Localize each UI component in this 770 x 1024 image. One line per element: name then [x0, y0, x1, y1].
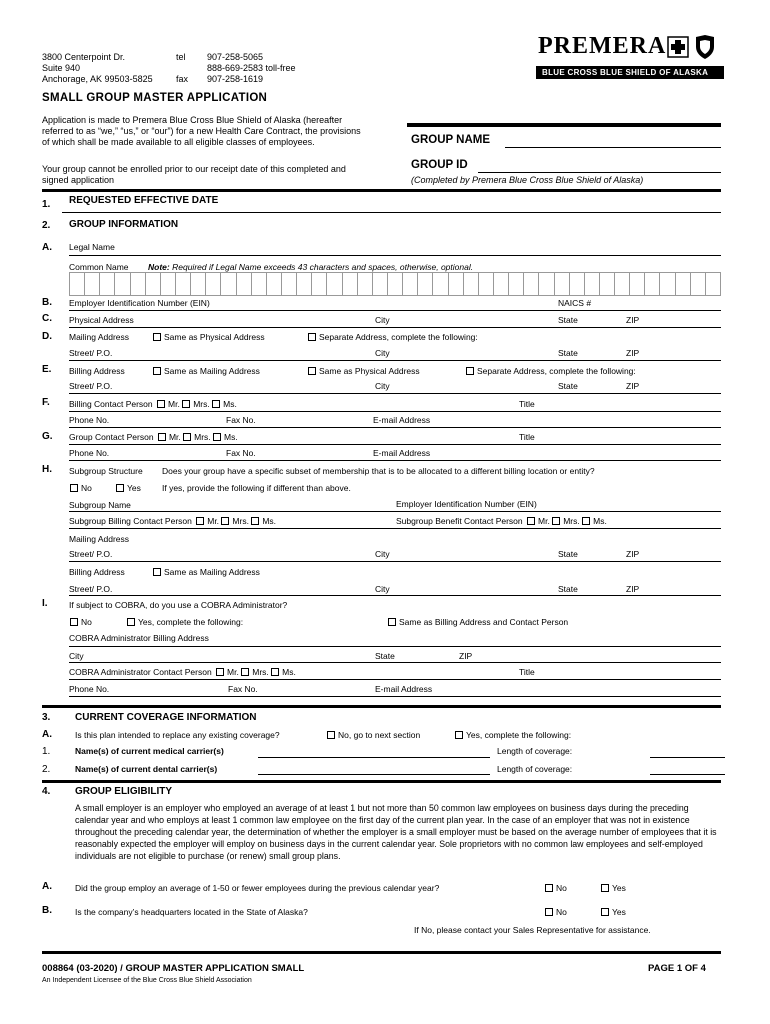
- cobra-fax-label: Fax No.: [228, 684, 258, 694]
- subgroup-name-field[interactable]: [69, 511, 721, 512]
- billing-same-mailing-text: Same as Mailing Address: [164, 366, 260, 376]
- billing-ms-checkbox[interactable]: [212, 400, 220, 408]
- cobra-title-label: Title: [519, 667, 535, 677]
- cobra-no-checkbox[interactable]: [70, 618, 78, 626]
- replace-yes[interactable]: [455, 730, 571, 740]
- subgroup-billing-same-text: Same as Mailing Address: [164, 567, 260, 577]
- cobra-yes[interactable]: [127, 617, 243, 627]
- billing-address-label: Billing Address: [69, 366, 125, 376]
- section-2c-letter: C.: [42, 313, 52, 324]
- cobra-same-billing-text: Same as Billing Address and Contact Person: [399, 617, 569, 627]
- section-1-number: 1.: [42, 199, 51, 210]
- billing-email-label: E-mail Address: [373, 415, 431, 425]
- dental-carrier-field[interactable]: [258, 774, 490, 775]
- billing-separate-checkbox[interactable]: [466, 367, 474, 375]
- section-2b-letter: B.: [42, 297, 52, 308]
- subgroup-no[interactable]: [70, 483, 92, 493]
- cobra-no-text: No: [81, 617, 92, 627]
- tel-label: tel: [176, 52, 186, 62]
- physical-address-field[interactable]: [69, 327, 721, 328]
- billing-phone-field[interactable]: [69, 427, 721, 428]
- billing-separate-text: Separate Address, complete the following:: [477, 366, 636, 376]
- medical-carrier-label: Name(s) of current medical carrier(s): [75, 746, 224, 756]
- subgroup-billing-mrs-text: Mrs.: [232, 516, 249, 526]
- section-2g-letter: G.: [42, 431, 53, 442]
- section-2e-letter: E.: [42, 364, 52, 375]
- group-id-note: (Completed by Premera Blue Cross Blue Shield of Alaska): [411, 175, 644, 185]
- cobra-mrs-text: Mrs.: [252, 667, 269, 677]
- group-mrs-text: Mrs.: [194, 432, 211, 442]
- subgroup-benefit-mr-checkbox[interactable]: [527, 517, 535, 525]
- group-phone-label: Phone No.: [69, 448, 110, 458]
- mailing-zip-label: ZIP: [626, 348, 640, 358]
- group-contact-label: Group Contact Person: [69, 432, 154, 442]
- common-name-char-boxes[interactable]: [69, 272, 721, 296]
- premera-logo: PREMERA: [538, 33, 667, 59]
- subgroup-yes[interactable]: [116, 483, 141, 493]
- subgroup-billing-city-label: City: [375, 584, 390, 594]
- mailing-street-label: Street/ P.O.: [69, 348, 113, 358]
- bcbs-logo-icon: [667, 36, 689, 58]
- cobra-city-label: City: [69, 651, 84, 661]
- cobra-admin-billing-label: COBRA Administrator Billing Address: [69, 633, 209, 643]
- cobra-phone-label: Phone No.: [69, 684, 110, 694]
- billing-contact-title-label: Title: [519, 399, 535, 409]
- billing-contact-field[interactable]: [69, 411, 721, 412]
- eligibility-b-no-checkbox[interactable]: [545, 908, 553, 916]
- billing-zip-label: ZIP: [626, 381, 640, 391]
- page-number: PAGE 1 OF 4: [648, 963, 706, 974]
- medical-length-label: Length of coverage:: [497, 746, 573, 756]
- section-3-item-1: 1.: [42, 746, 51, 757]
- footer-bar: [42, 951, 721, 954]
- replace-yes-text: Yes, complete the following:: [466, 730, 572, 740]
- replace-yes-checkbox[interactable]: [455, 731, 463, 739]
- subgroup-street-label: Street/ P.O.: [69, 549, 113, 559]
- subgroup-mailing-label: Mailing Address: [69, 534, 130, 544]
- subgroup-contact-field[interactable]: [69, 528, 721, 529]
- subgroup-benefit-mr-text: Mr.: [538, 516, 550, 526]
- page-title: SMALL GROUP MASTER APPLICATION: [42, 92, 268, 104]
- medical-carrier-field[interactable]: [258, 757, 490, 758]
- common-name-label: Common Name: [69, 262, 129, 272]
- naics-label: NAICS #: [558, 298, 592, 308]
- subgroup-billing-mr-checkbox[interactable]: [196, 517, 204, 525]
- phone-fax: 907-258-1619: [207, 74, 264, 84]
- mailing-same-physical-checkbox[interactable]: [153, 333, 161, 341]
- section-1-title: REQUESTED EFFECTIVE DATE: [69, 195, 219, 206]
- section-2d-letter: D.: [42, 331, 52, 342]
- billing-ms-text: Ms.: [223, 399, 237, 409]
- eligibility-b-yes-text: Yes: [612, 907, 626, 917]
- subgroup-no-text: No: [81, 483, 92, 493]
- subgroup-billing-field[interactable]: [69, 595, 721, 596]
- subgroup-billing-same[interactable]: [153, 567, 260, 577]
- billing-contact-row: [69, 399, 237, 409]
- subgroup-city-label: City: [375, 549, 390, 559]
- group-id-label: GROUP ID: [411, 159, 468, 171]
- cobra-same-billing[interactable]: [388, 617, 568, 627]
- subgroup-if-yes: If yes, provide the following if different than above.: [162, 483, 351, 493]
- subgroup-benefit-contact-row: [396, 516, 607, 526]
- cobra-email-label: E-mail Address: [375, 684, 433, 694]
- physical-city-label: City: [375, 315, 390, 325]
- billing-mr-text: Mr.: [168, 399, 180, 409]
- eligibility-question-a: Did the group employ an average of 1-50 or fewer employees during the previous calendar year?: [75, 883, 440, 893]
- cobra-contact-row: [69, 667, 296, 677]
- section-2-title: GROUP INFORMATION: [69, 219, 179, 230]
- group-phone-field[interactable]: [69, 460, 721, 461]
- group-contact-row: [69, 432, 238, 442]
- subgroup-question: Does your group have a specific subset of membership that is to be allocated to a different billing location or entity?: [162, 466, 595, 476]
- mailing-separate-text: Separate Address, complete the following:: [319, 332, 478, 342]
- billing-separate[interactable]: [466, 366, 636, 376]
- eligibility-paragraph: A small employer is an employer who employed an average of at least 1 but not more than 50 common law employees on business days during the preceding calendar year and who employs at least 1 common law employee on the first day of the current plan year. In the case of an employer that was not in existence throughout the preceding calendar year, the determination of whether the employer is a small employer must be based on the average number of employees that it is reasonably expected the employer will employ on business days in the current calendar year. Sole proprietors with no common law employees and self-employed individuals are not eligible to purchase (or renew) small group plans.: [75, 803, 717, 861]
- group-contact-title-label: Title: [519, 432, 535, 442]
- subgroup-billing-state-label: State: [558, 584, 578, 594]
- subgroup-billing-ms-text: Ms.: [262, 516, 277, 526]
- mailing-street-field[interactable]: [69, 360, 721, 361]
- subgroup-billing-street-label: Street/ P.O.: [69, 584, 113, 594]
- subgroup-billing-same-checkbox[interactable]: [153, 568, 161, 576]
- group-box-top-bar: [407, 123, 721, 127]
- note-text: Required if Legal Name exceeds 43 characters and spaces, otherwise, optional.: [172, 262, 474, 272]
- ein-label: Employer Identification Number (EIN): [69, 298, 210, 308]
- eligibility-a-yes[interactable]: [601, 883, 626, 893]
- cobra-yes-text: Yes, complete the following:: [138, 617, 244, 627]
- fax-label: fax: [176, 74, 189, 84]
- cobra-admin-billing-field[interactable]: [69, 646, 721, 647]
- billing-street-label: Street/ P.O.: [69, 381, 113, 391]
- dental-length-label: Length of coverage:: [497, 764, 573, 774]
- subgroup-structure-label: Subgroup Structure: [69, 466, 143, 476]
- section-3-item-2: 2.: [42, 764, 51, 775]
- effective-date-field[interactable]: [62, 212, 721, 213]
- eligibility-b-yes-checkbox[interactable]: [601, 908, 609, 916]
- subgroup-yes-checkbox[interactable]: [116, 484, 124, 492]
- replace-no[interactable]: [327, 730, 420, 740]
- section-2h-letter: H.: [42, 464, 52, 475]
- address-line-2: Suite 940: [42, 63, 81, 73]
- billing-contact-label: Billing Contact Person: [69, 399, 153, 409]
- group-mrs-checkbox[interactable]: [183, 433, 191, 441]
- cobra-zip-label: ZIP: [459, 651, 473, 661]
- replace-no-text: No, go to next section: [338, 730, 421, 740]
- mailing-separate[interactable]: [308, 332, 478, 342]
- section-1-bar: [42, 189, 721, 192]
- if-no-contact-note: If No, please contact your Sales Representative for assistance.: [414, 925, 651, 935]
- billing-same-physical-checkbox[interactable]: [308, 367, 316, 375]
- subgroup-benefit-contact-label: Subgroup Benefit Contact Person: [396, 516, 523, 526]
- group-name-field[interactable]: [505, 147, 721, 148]
- section-4-title: GROUP ELIGIBILITY: [75, 786, 173, 797]
- billing-mrs-checkbox[interactable]: [182, 400, 190, 408]
- cobra-question: If subject to COBRA, do you use a COBRA Administrator?: [69, 600, 288, 610]
- mailing-separate-checkbox[interactable]: [308, 333, 316, 341]
- subgroup-no-checkbox[interactable]: [70, 484, 78, 492]
- section-3a-letter: A.: [42, 729, 52, 740]
- section-2f-letter: F.: [42, 397, 50, 408]
- mailing-address-label: Mailing Address: [69, 332, 130, 342]
- eligibility-b-yes[interactable]: [601, 907, 626, 917]
- intro-paragraph: Application is made to Premera Blue Cross Blue Shield of Alaska (hereafter referred to as “we,” “us,” or “our”) for a new Health Care Contract, the provisions of which shall be made available to all eligible classes of employees.: [42, 115, 361, 147]
- mailing-same-physical[interactable]: [153, 332, 265, 342]
- subgroup-state-label: State: [558, 549, 578, 559]
- billing-phone-label: Phone No.: [69, 415, 110, 425]
- subgroup-billing-mr-text: Mr.: [207, 516, 220, 526]
- logo-tagline: BLUE CROSS BLUE SHIELD OF ALASKA: [536, 66, 724, 79]
- billing-city-label: City: [375, 381, 390, 391]
- group-name-label: GROUP NAME: [411, 134, 491, 146]
- section-4a-letter: A.: [42, 881, 52, 892]
- cobra-mrs-checkbox[interactable]: [241, 668, 249, 676]
- subgroup-billing-label: Billing Address: [69, 567, 125, 577]
- mailing-city-label: City: [375, 348, 390, 358]
- section-4b-letter: B.: [42, 905, 52, 916]
- cobra-ms-checkbox[interactable]: [271, 668, 279, 676]
- billing-mrs-text: Mrs.: [193, 399, 210, 409]
- group-mr-text: Mr.: [168, 432, 181, 442]
- cobra-ms-text: Ms.: [282, 667, 296, 677]
- eligibility-b-no-text: No: [556, 907, 567, 917]
- subgroup-benefit-ms-checkbox[interactable]: [582, 517, 590, 525]
- billing-same-physical[interactable]: [308, 366, 420, 376]
- subgroup-mailing-field[interactable]: [69, 561, 721, 562]
- licensee-note: An Independent Licensee of the Blue Cross Blue Shield Association: [42, 977, 252, 984]
- physical-address-label: Physical Address: [69, 315, 134, 325]
- cobra-no[interactable]: [70, 617, 92, 627]
- subgroup-billing-zip-label: ZIP: [626, 584, 640, 594]
- mailing-state-label: State: [558, 348, 578, 358]
- subgroup-benefit-ms-text: Ms.: [593, 516, 607, 526]
- section-3-bar: [42, 705, 721, 708]
- ein-field[interactable]: [69, 310, 721, 311]
- dental-carrier-label: Name(s) of current dental carrier(s): [75, 764, 218, 774]
- subgroup-benefit-mrs-checkbox[interactable]: [552, 517, 560, 525]
- subgroup-yes-text: Yes: [127, 483, 141, 493]
- common-name-note: [148, 262, 473, 272]
- cobra-contact-field[interactable]: [69, 679, 721, 680]
- cobra-yes-checkbox[interactable]: [127, 618, 135, 626]
- billing-state-label: State: [558, 381, 578, 391]
- eligibility-a-no[interactable]: [545, 883, 567, 893]
- section-3-title: CURRENT COVERAGE INFORMATION: [75, 712, 257, 723]
- cobra-same-billing-checkbox[interactable]: [388, 618, 396, 626]
- group-ms-text: Ms.: [224, 432, 238, 442]
- group-email-label: E-mail Address: [373, 448, 431, 458]
- phone-main: 907-258-5065: [207, 52, 264, 62]
- group-contact-field[interactable]: [69, 444, 721, 445]
- intro-note: Your group cannot be enrolled prior to our receipt date of this completed and signed application: [42, 164, 346, 185]
- cobra-city-field[interactable]: [69, 662, 721, 663]
- shield-icon: [694, 34, 716, 60]
- group-ms-checkbox[interactable]: [213, 433, 221, 441]
- cobra-state-label: State: [375, 651, 395, 661]
- replace-no-checkbox[interactable]: [327, 731, 335, 739]
- section-4-number: 4.: [42, 786, 51, 797]
- section-3-number: 3.: [42, 712, 51, 723]
- physical-zip-label: ZIP: [626, 315, 640, 325]
- subgroup-billing-mrs-checkbox[interactable]: [221, 517, 229, 525]
- subgroup-name-label: Subgroup Name: [69, 500, 131, 510]
- section-2-number: 2.: [42, 220, 51, 231]
- section-2i-letter: I.: [42, 598, 48, 609]
- subgroup-ein-label: Employer Identification Number (EIN): [396, 499, 537, 509]
- legal-name-field[interactable]: [69, 255, 721, 256]
- cobra-contact-label: COBRA Administrator Contact Person: [69, 667, 212, 677]
- billing-fax-label: Fax No.: [226, 415, 256, 425]
- phone-tollfree: 888-669-2583 toll-free: [207, 63, 296, 73]
- cobra-phone-field[interactable]: [69, 696, 721, 697]
- cobra-mr-checkbox[interactable]: [216, 668, 224, 676]
- physical-state-label: State: [558, 315, 578, 325]
- address-line-3: Anchorage, AK 99503-5825: [42, 74, 153, 84]
- eligibility-question-b: Is the company’s headquarters located in the State of Alaska?: [75, 907, 308, 917]
- group-mr-checkbox[interactable]: [158, 433, 166, 441]
- cobra-mr-text: Mr.: [227, 667, 239, 677]
- form-number: 008864 (03-2020) / GROUP MASTER APPLICATION SMALL: [42, 963, 305, 974]
- billing-same-physical-text: Same as Physical Address: [319, 366, 420, 376]
- section-2a-letter: A.: [42, 242, 52, 253]
- subgroup-benefit-mrs-text: Mrs.: [563, 516, 580, 526]
- subgroup-billing-contact-label: Subgroup Billing Contact Person: [69, 516, 192, 526]
- medical-length-field[interactable]: [650, 757, 725, 758]
- dental-length-field[interactable]: [650, 774, 725, 775]
- eligibility-a-no-text: No: [556, 883, 567, 893]
- subgroup-billing-ms-checkbox[interactable]: [251, 517, 259, 525]
- billing-same-mailing[interactable]: [153, 366, 260, 376]
- eligibility-a-yes-text: Yes: [612, 883, 626, 893]
- group-fax-label: Fax No.: [226, 448, 256, 458]
- eligibility-a-yes-checkbox[interactable]: [601, 884, 609, 892]
- replace-coverage-question: Is this plan intended to replace any existing coverage?: [75, 730, 280, 740]
- billing-mr-checkbox[interactable]: [157, 400, 165, 408]
- billing-same-mailing-checkbox[interactable]: [153, 367, 161, 375]
- mailing-same-physical-text: Same as Physical Address: [164, 332, 265, 342]
- section-4-bar: [42, 780, 721, 783]
- note-label: Note:: [148, 262, 170, 272]
- eligibility-b-no[interactable]: [545, 907, 567, 917]
- legal-name-label: Legal Name: [69, 242, 115, 252]
- subgroup-zip-label: ZIP: [626, 549, 640, 559]
- group-id-field[interactable]: [478, 172, 721, 173]
- subgroup-billing-contact-row: [69, 516, 276, 526]
- billing-street-field[interactable]: [69, 393, 721, 394]
- address-line-1: 3800 Centerpoint Dr.: [42, 52, 126, 62]
- eligibility-a-no-checkbox[interactable]: [545, 884, 553, 892]
